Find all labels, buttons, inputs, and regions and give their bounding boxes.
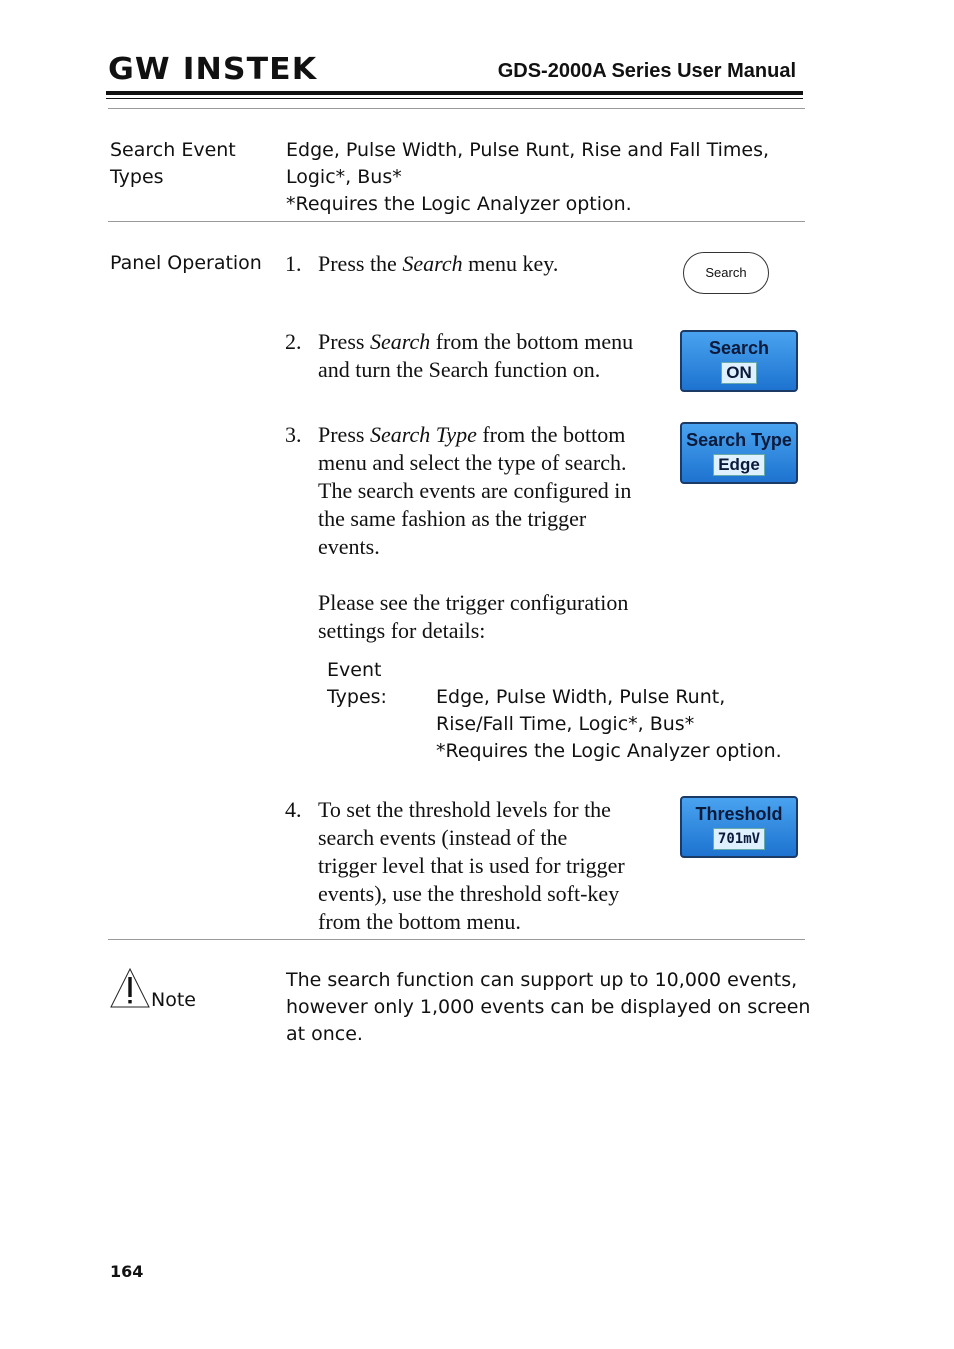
panel-operation-label: Panel Operation [110,252,262,274]
softkey-value: ON [721,362,757,384]
header-rule-thin [106,98,803,99]
trigger-config-note: Please see the trigger configuration settings for details: [318,590,629,643]
softkey-label: Threshold [695,804,783,824]
page-number: 164 [110,1262,144,1281]
section-divider [108,939,805,940]
gw-instek-logo: GW INSTEK [108,52,318,87]
event-types-values: Edge, Pulse Width, Pulse Runt, Rise/Fall Time, Logic*, Bus* *Requires the Logic Analyzer option. [436,686,782,762]
event-types-label: Event Types: [327,659,387,708]
softkey-value: Edge [713,454,765,476]
step-4: 4. [285,797,302,822]
note-text: The search function can support up to 10,000 events, however only 1,000 events can be displayed on screen at once. [286,969,811,1045]
step-2: 2. [285,329,302,354]
section-divider [108,221,805,222]
manual-title: GDS-2000A Series User Manual [497,60,796,82]
step-4-text: To set the threshold levels for the search events (instead of the trigger level that is used for trigger events), use the threshold soft-key from the bottom menu. [318,797,625,934]
warning-icon [109,967,151,1013]
step-1-text: Press the Search menu key. [318,251,559,276]
header-rule [106,91,803,95]
step-3: 3. [285,422,302,447]
threshold-softkey[interactable] [680,796,798,858]
search-on-softkey[interactable] [680,330,798,392]
section-divider [108,108,805,109]
step-2-text: Press Search from the bottom menu and turn the Search function on. [318,329,634,382]
search-menu-key[interactable]: Search [683,252,769,294]
note-label: Note [151,989,196,1011]
softkey-label: Search [708,338,770,358]
search-type-softkey[interactable] [680,422,798,484]
step-3-text: Press Search Type from the bottom menu and select the type of search. The search events are configured in the same fashion as the trigger events. [318,422,632,559]
search-event-label: Search Event Types [110,139,236,188]
softkey-value: 701mV [713,828,765,850]
softkey-label: Search Type [686,430,792,450]
step-1: 1. [285,251,302,276]
search-event-description: Edge, Pulse Width, Pulse Runt, Rise and Fall Times, Logic*, Bus* *Requires the Logic Analyzer option. [286,139,770,215]
